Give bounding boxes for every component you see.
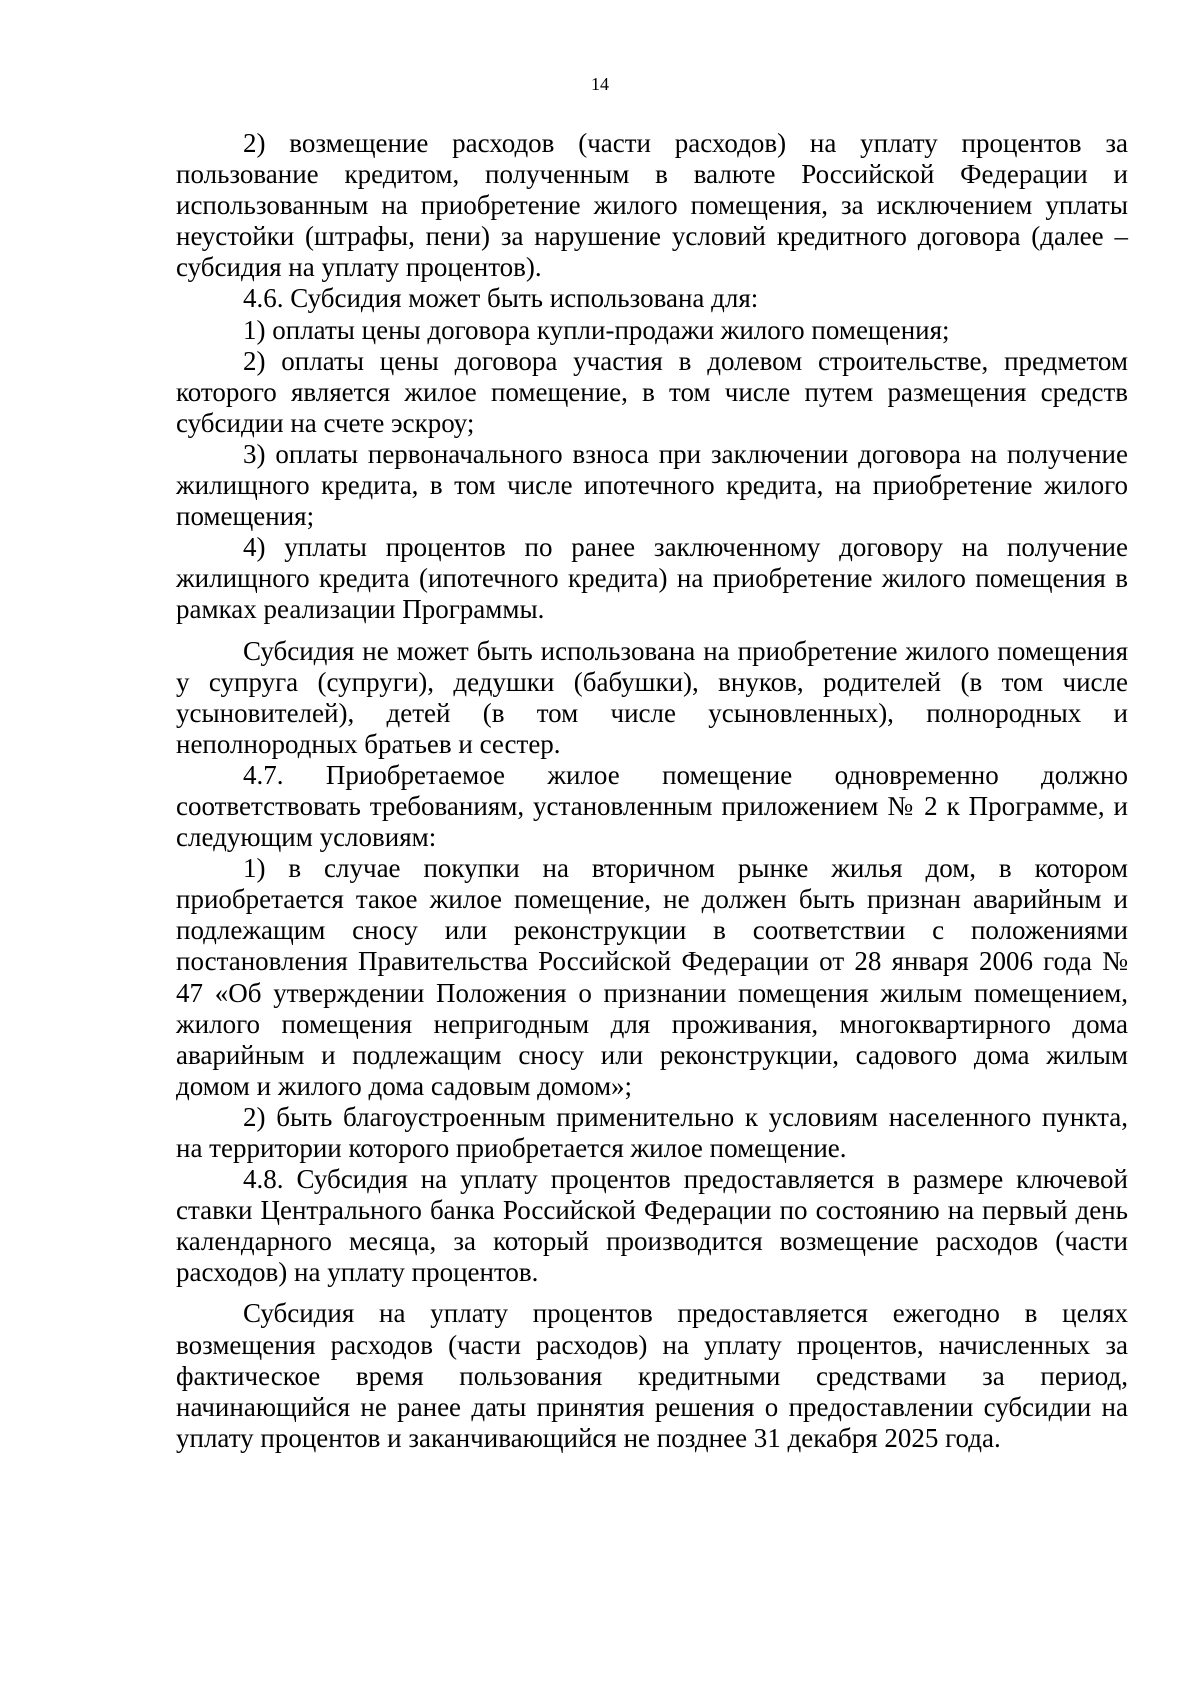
list-item-well-equipped: 2) быть благоустроенным применительно к условиям населенного пункта, на территории которого приобретается жилое помещение. (176, 1101, 1128, 1163)
list-item-initial-payment: 3) оплаты первоначального взноса при заключении договора на получение жилищного кредита, в том числе ипотечного кредита, на приобретение жилого помещения; (176, 438, 1128, 532)
list-item-secondary-market: 1) в случае покупки на вторичном рынке жилья дом, в котором приобретается такое жилое помещение, не должен быть признан аварийным и подлежащим сносу или реконструкции в соответствии с положениями постановления Правительства Российской Федерации от 28 января 2006 года № 47 «Об утверждении Положения о признании помещения жилым помещением, жилого помещения непригодным для проживания, многоквартирного дома аварийным и подлежащим сносу или реконструкции, садового дома жилым домом и жилого дома садовым домом»; (176, 853, 1128, 1101)
document-body (176, 128, 1128, 1454)
page-number: 14 (591, 74, 609, 94)
list-item-shared-construction: 2) оплаты цены договора участия в долевом строительстве, предметом которого является жилое помещение, в том числе путем размещения средств субсидии на счете эскроу; (176, 345, 1128, 438)
paragraph-annual-subsidy: Субсидия на уплату процентов предоставляется ежегодно в целях возмещения расходов (части расходов) на уплату процентов, начисленных за фактическое время пользования кредитными средствами за период, начинающийся не ранее даты принятия решения о предоставлении субсидии на уплату процентов и заканчивающийся не позднее 31 декабря 2025 года. (176, 1298, 1128, 1453)
paragraph-4-8-interest-rate: 4.8. Субсидия на уплату процентов предоставляется в размере ключевой ставки Центрального банка Российской Федерации по состоянию на первый день календарного месяца, за который производится возмещение расходов (части расходов) на уплату процентов. (176, 1164, 1128, 1288)
paragraph-4-7-requirements: 4.7. Приобретаемое жилое помещение одновременно должно соответствовать требованиям, установленным приложением № 2 к Программе, и следующим условиям: (176, 759, 1128, 853)
paragraph-4-6-heading: 4.6. Субсидия может быть использована для: (243, 283, 759, 314)
paragraph-subsidy-restriction: Субсидия не может быть использована на приобретение жилого помещения у супруга (супруги), дедушки (бабушки), внуков, родителей (в том числе усыновителей), детей (в том числе усыновленных), полнородных и неполнородных братьев и сестер. (176, 635, 1128, 759)
list-item-purchase-contract: 1) оплаты цены договора купли-продажи жилого помещения; (243, 314, 950, 345)
paragraph-item-2-interest-subsidy: 2) возмещение расходов (части расходов) на уплату процентов за пользование кредитом, полученным в валюте Российской Федерации и использованным на приобретение жилого помещения, за исключением уплаты неустойки (штрафы, пени) за нарушение условий кредитного договора (далее – субсидия на уплату процентов). (176, 128, 1128, 283)
list-item-interest-payment: 4) уплаты процентов по ранее заключенному договору на получение жилищного кредита (ипотечного кредита) на приобретение жилого помещения в рамках реализации Программы. (176, 532, 1128, 625)
